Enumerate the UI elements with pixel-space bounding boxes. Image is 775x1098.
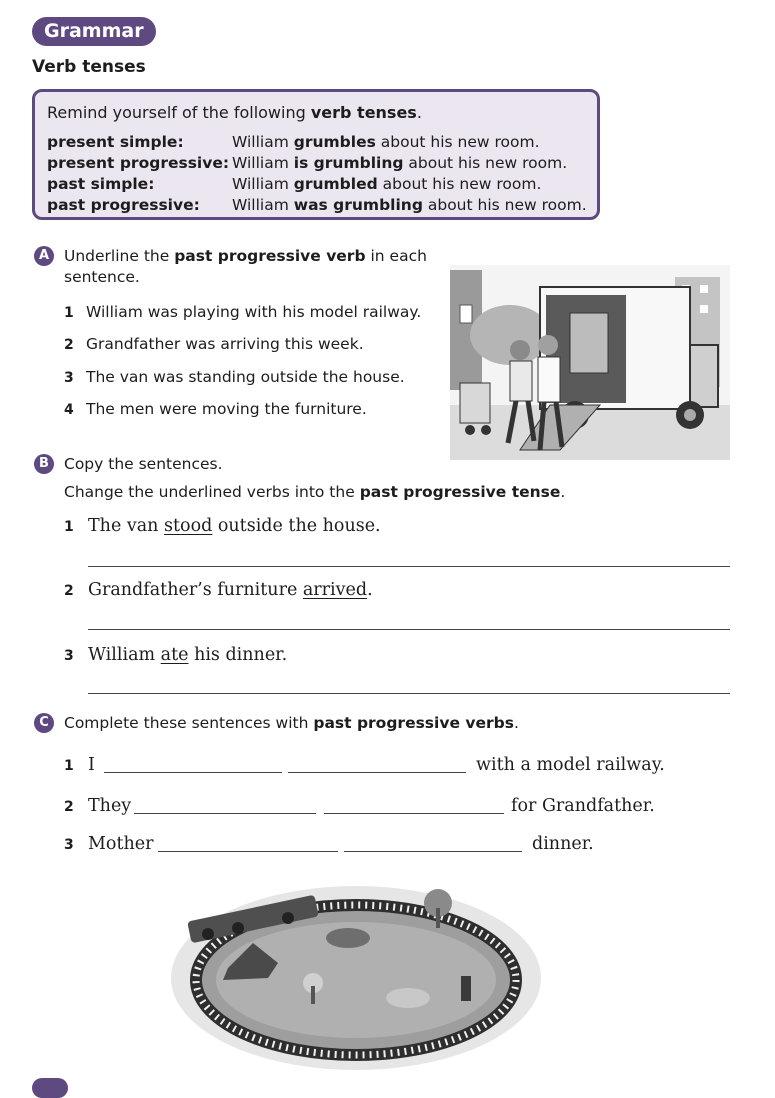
list-item: 1 William was playing with his model railway. [64, 303, 422, 321]
blank-field[interactable] [344, 837, 522, 852]
copy-sentence: 1 The van stood outside the house. [64, 516, 381, 536]
verb-tense-reminder-box [32, 89, 600, 220]
section-b-instruction: Copy the sentences. Change the underlined verbs into the past progressive tense. [64, 455, 566, 501]
section-badge-a: A [34, 246, 54, 266]
tense-row: past simple: William grumbled about his new room. [47, 175, 542, 193]
copy-sentence: 3 William ate his dinner. [64, 645, 288, 665]
blank-field[interactable] [104, 758, 282, 773]
fill-sentence-ending: with a model railway. [476, 755, 665, 775]
fill-sentence: 2 They [64, 796, 132, 816]
section-a-instruction: Underline the past progressive verb in each sentence. [64, 247, 427, 286]
blank-field[interactable] [134, 799, 316, 814]
blank-field[interactable] [288, 758, 466, 773]
blank-field[interactable] [158, 837, 338, 852]
list-item: 4 The men were moving the furniture. [64, 400, 367, 418]
section-badge-c: C [34, 713, 54, 733]
section-badge-b: B [34, 454, 54, 474]
fill-sentence-ending: for Grandfather. [511, 796, 655, 816]
tense-row: present simple: William grumbles about his new room. [47, 133, 540, 151]
list-item: 3 The van was standing outside the house. [64, 368, 405, 386]
moving-van-illustration [450, 265, 730, 460]
tense-row: past progressive: William was grumbling about his new room. [47, 196, 587, 214]
reminder-intro: Remind yourself of the following verb tenses. [47, 103, 422, 122]
page-subtitle: Verb tenses [32, 57, 146, 77]
page-tab-marker [32, 1078, 68, 1098]
tense-row: present progressive: William is grumbling about his new room. [47, 154, 568, 172]
fill-sentence-ending: dinner. [532, 834, 594, 854]
model-railway-illustration [168, 868, 543, 1073]
answer-line[interactable] [88, 629, 730, 630]
answer-line[interactable] [88, 693, 730, 694]
fill-sentence: 3 Mother [64, 834, 154, 854]
section-pill-grammar: Grammar [32, 17, 156, 46]
copy-sentence: 2 Grandfather’s furniture arrived. [64, 580, 373, 600]
answer-line[interactable] [88, 566, 730, 567]
list-item: 2 Grandfather was arriving this week. [64, 335, 364, 353]
fill-sentence: 1 I [64, 755, 95, 775]
section-c-instruction: Complete these sentences with past progressive verbs. [64, 714, 519, 732]
blank-field[interactable] [324, 799, 504, 814]
